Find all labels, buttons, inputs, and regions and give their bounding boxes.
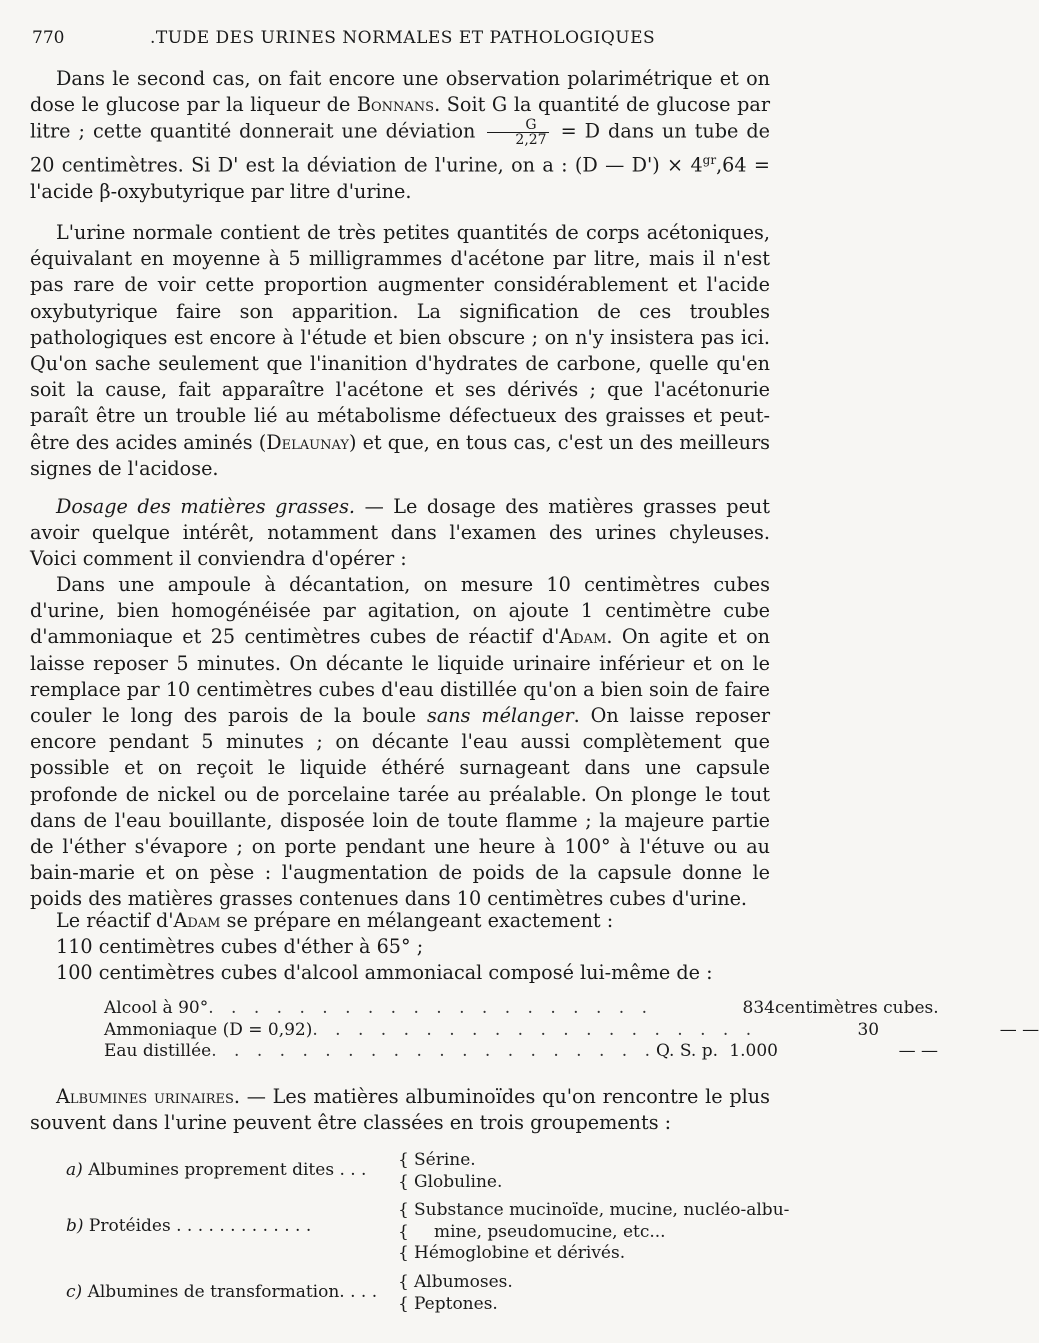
group-letter: c) xyxy=(66,1282,83,1302)
running-title: .TUDE DES URINES NORMALES ET PATHOLOGIQUES xyxy=(150,28,656,48)
recipe-ingredient: Ammoniaque (D = 0,92) xyxy=(104,1019,313,1040)
leader-dots: . . . . . . . . . . . . . . . . . . . . xyxy=(211,1041,656,1061)
group-a xyxy=(66,1150,776,1196)
paragraph-acetone xyxy=(30,220,770,482)
paragraph-procedure xyxy=(30,572,770,913)
author-bonnans: Bonnans xyxy=(356,93,435,117)
recipe-qs: Q. S. p. xyxy=(655,1041,719,1061)
para2-text-a: L'urine normale contient de très petites quantités de corps acétoniques, équivalant en moyenne à 5 milligrammes d'acétone par litre, mais il n'est pas rare de voir cette proportion augmenter considérablement et l'acide oxybutyrique faire son apparition. La signification de ces troubles pathologiques est encore à l'étude et bien obscure ; on n'y insistera pas ici. Qu'on sache seulement que l'inanition d'hydrates de carbone, quelle qu'en soit la cause, fait apparaître l'acétone et ses dérivés ; que l'acétonurie paraît être un trouble lié au métabolisme défectueux des graisses et peut-être des acides aminés ( xyxy=(30,221,770,454)
brace-icon: { { { xyxy=(398,1200,409,1263)
fraction-denominator: 2,27 xyxy=(515,132,547,149)
recipe-ingredient: Eau distillée xyxy=(104,1041,212,1061)
brace-icon: { { xyxy=(398,1150,409,1192)
para5-text-a: Le réactif d' xyxy=(56,909,174,932)
group-items xyxy=(414,1272,776,1315)
section-heading-albumins: Albumines urinaires. xyxy=(56,1085,241,1108)
recipe-qs xyxy=(653,998,713,1020)
leader-dots: . . . . . . . . . . . . . . . . . . . . xyxy=(312,1019,758,1040)
page-number: 770 xyxy=(32,28,65,48)
recipe-table xyxy=(104,998,1039,1063)
list-item: Hémoglobine et dérivés. xyxy=(414,1243,626,1263)
group-label xyxy=(66,1160,366,1182)
para4-text-c: . On laisse reposer encore pendant 5 minutes ; on décante l'eau aussi complètement que possible et on reçoit le liquide éthéré surnageant dans une capsule profonde de nickel ou de porcelaine tarée au préalable. On plonge le tout dans de l'eau bouillante, disposée loin de toute flamme ; la majeure partie de l'éther s'évapore ; on porte pendant une heure à 100° à l'étuve ou au bain-marie et on pèse : l'augmentation de poids de la capsule donne le poids des matières grasses contenues dans 10 centimètres cubes d'urine. xyxy=(30,704,770,911)
para8-text: — Les matières albuminoïdes qu'on rencontre le plus souvent dans l'urine peuvent être classées en trois groupements : xyxy=(30,1085,770,1135)
italic-sans-melanger: sans mélanger xyxy=(427,704,574,728)
list-item: Sérine. xyxy=(414,1150,476,1170)
gram-unit: gr xyxy=(702,153,717,168)
recipe-amount: 834 xyxy=(742,998,775,1018)
recipe-row xyxy=(104,998,939,1020)
paragraph-fat-dosage xyxy=(30,494,770,573)
brace-icon: { { xyxy=(398,1272,409,1314)
para5-text-b: se prépare en mélangeant exactement : xyxy=(220,909,614,932)
paragraph-beta-oxybutyric xyxy=(30,66,770,205)
glucose-fraction xyxy=(487,118,548,147)
para1-text-a: Dans le second cas, on fait encore une observation polarimétrique et on dose le glucose par la liqueur de xyxy=(30,67,770,117)
group-b xyxy=(66,1200,790,1266)
group-items xyxy=(414,1200,790,1265)
list-item: Albumoses. xyxy=(414,1272,513,1292)
section-heading-fats: Dosage des matières grasses. xyxy=(56,495,356,518)
group-title: Protéides . . . . . . . . . . . . . xyxy=(88,1216,312,1236)
recipe-qs xyxy=(757,1020,817,1042)
group-letter: b) xyxy=(66,1216,84,1236)
author-delaunay: Delaunay xyxy=(266,430,349,454)
recipe-row xyxy=(104,1019,1039,1042)
list-item: Peptones. xyxy=(414,1293,498,1314)
recipe-unit: centimètres cubes. xyxy=(774,998,939,1018)
para4-text-b: . On agite et on laisse reposer 5 minutes. On décante le liquide urinaire inférieur et on le remplace par 10 centimètres cubes d'eau distillée qu'on a bien soin de faire couler le long des parois de la boule xyxy=(30,625,770,728)
recipe-amount: 30 xyxy=(857,1019,880,1040)
para1-text-d: ,64 = l'acide β-oxybutyrique par litre d'urine. xyxy=(30,153,770,203)
author-adam-2: Adam xyxy=(173,909,221,932)
group-letter: a) xyxy=(66,1160,83,1180)
para2-text-b: ) et que, en tous cas, c'est un des meilleurs signes de l'acidose. xyxy=(30,430,770,480)
group-label xyxy=(66,1282,377,1304)
group-label xyxy=(66,1216,311,1238)
reagent-ether-line: 110 centimètres cubes d'éther à 65° ; xyxy=(56,935,424,959)
para4-text-a: Dans une ampoule à décantation, on mesure 10 centimètres cubes d'urine, bien homogénéisée par agitation, on ajoute 1 centimètre cube d'ammoniaque et 25 centimètres cubes de réactif d' xyxy=(30,573,770,649)
para3-text: — Le dosage des matières grasses peut avoir quelque intérêt, notamment dans l'examen des urines chyleuses. Voici comment il conviendra d'opérer : xyxy=(30,495,770,571)
paragraph-reagent xyxy=(30,908,770,987)
recipe-ingredient: Alcool à 90° xyxy=(104,998,209,1018)
group-items xyxy=(414,1150,776,1193)
group-title: Albumines de transformation. . . . xyxy=(87,1282,378,1302)
recipe-unit: — — xyxy=(999,1019,1039,1040)
list-item: Globuline. xyxy=(414,1171,503,1192)
group-title: Albumines proprement dites . . . xyxy=(88,1160,367,1180)
group-c xyxy=(66,1272,776,1318)
reagent-alcohol-line: 100 centimètres cubes d'alcool ammoniacal composé lui-même de : xyxy=(56,961,713,985)
list-item: Substance mucinoïde, mucine, nucléo-albu- xyxy=(414,1200,790,1220)
author-adam: Adam xyxy=(559,625,607,649)
recipe-row xyxy=(104,1041,938,1063)
list-item: mine, pseudomucine, etc... xyxy=(434,1221,666,1242)
para1-text-c: = D dans un tube de 20 centimètres. Si D' est la déviation de l'urine, on a : (D — D') × 4 xyxy=(30,119,770,177)
page-header xyxy=(32,28,770,54)
paragraph-albumins xyxy=(30,1084,770,1136)
recipe-unit: — — xyxy=(898,1041,938,1061)
fraction-numerator: G xyxy=(487,118,548,133)
recipe-amount: 1.000 xyxy=(729,1041,778,1061)
leader-dots: . . . . . . . . . . . . . . . . . . . . xyxy=(208,998,653,1018)
para1-text-b: . Soit G la quantité de glucose par litre ; cette quantité donnerait une déviation xyxy=(30,93,770,143)
